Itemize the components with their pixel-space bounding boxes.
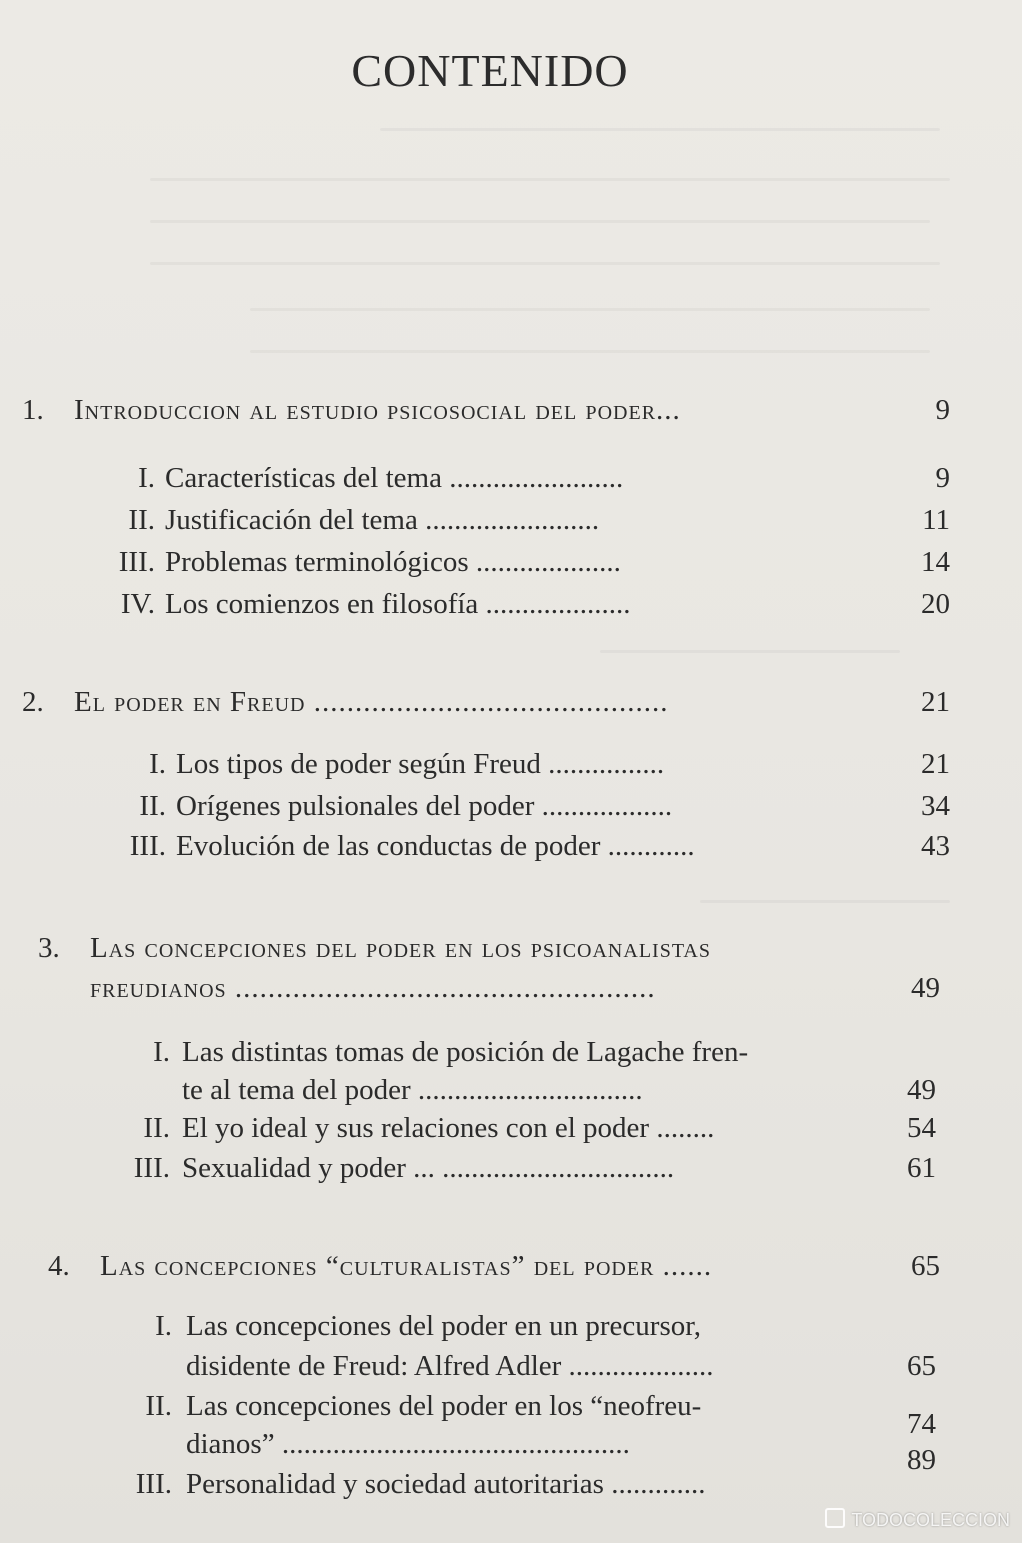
chapter-page: 21 bbox=[921, 686, 950, 718]
bleed-through bbox=[150, 178, 950, 181]
chapter-title: Las concepciones “culturalistas” del poder ...... bbox=[100, 1250, 713, 1282]
section-title-line-2: dianos” ................................................ bbox=[186, 1428, 630, 1460]
section-page: 11 bbox=[922, 504, 950, 536]
section-title: Evolución de las conductas de poder ............ bbox=[176, 830, 695, 862]
chapter-number: 4. bbox=[48, 1250, 70, 1282]
section-title: Problemas terminológicos .................... bbox=[165, 546, 621, 578]
section-title-line-2: disidente de Freud: Alfred Adler .................... bbox=[186, 1350, 714, 1382]
section-title: Los comienzos en filosofía .................... bbox=[165, 588, 631, 620]
todocoleccion-logo-icon bbox=[825, 1508, 845, 1528]
section-page: 74 bbox=[907, 1408, 936, 1440]
page-title: CONTENIDO bbox=[351, 45, 629, 96]
section-title: Los tipos de poder según Freud ................ bbox=[176, 748, 665, 780]
section-roman: I. bbox=[138, 462, 155, 494]
section-roman: III. bbox=[118, 546, 155, 578]
section-page: 54 bbox=[907, 1112, 936, 1144]
section-title-line-1: Las concepciones del poder en los “neofreu- bbox=[186, 1390, 702, 1422]
section-roman: III. bbox=[129, 830, 166, 862]
section-roman: III. bbox=[135, 1468, 172, 1500]
section-page: 61 bbox=[907, 1152, 936, 1184]
chapter-page: 49 bbox=[911, 972, 940, 1004]
bleed-through bbox=[700, 900, 950, 903]
watermark-text: TODOCOLECCION bbox=[851, 1510, 1010, 1530]
section-roman: I. bbox=[149, 748, 166, 780]
section-roman: II. bbox=[143, 1112, 170, 1144]
chapter-page: 9 bbox=[935, 394, 950, 426]
bleed-through bbox=[150, 262, 940, 265]
section-page: 9 bbox=[935, 462, 950, 494]
section-page: 89 bbox=[907, 1444, 936, 1476]
chapter-title: El poder en Freud ........................................... bbox=[74, 686, 669, 718]
section-page: 49 bbox=[907, 1074, 936, 1106]
section-roman: II. bbox=[145, 1390, 172, 1422]
section-roman: III. bbox=[133, 1152, 170, 1184]
section-title: El yo ideal y sus relaciones con el poder ........ bbox=[182, 1112, 715, 1144]
bleed-through bbox=[250, 308, 930, 311]
section-title: Orígenes pulsionales del poder .................. bbox=[176, 790, 673, 822]
section-title: Sexualidad y poder ... ................................ bbox=[182, 1152, 675, 1184]
section-page: 20 bbox=[921, 588, 950, 620]
section-page: 34 bbox=[921, 790, 950, 822]
chapter-number: 2. bbox=[22, 686, 44, 718]
bleed-through bbox=[380, 128, 940, 131]
bleed-through bbox=[600, 650, 900, 653]
chapter-number: 1. bbox=[22, 394, 44, 426]
section-roman: II. bbox=[139, 790, 166, 822]
chapter-title-line-1: Las concepciones del poder en los psicoanalistas bbox=[90, 932, 712, 964]
chapter-title: Introduccion al estudio psicosocial del poder... bbox=[74, 394, 681, 426]
section-title: Personalidad y sociedad autoritarias ............. bbox=[186, 1468, 706, 1500]
section-title-line-1: Las concepciones del poder en un precursor, bbox=[186, 1310, 701, 1342]
bleed-through bbox=[250, 350, 930, 353]
bleed-through bbox=[150, 220, 930, 223]
section-roman: I. bbox=[155, 1310, 172, 1342]
section-roman: IV. bbox=[120, 588, 155, 620]
section-roman: II. bbox=[128, 504, 155, 536]
chapter-title-line-2: freudianos ................................................... bbox=[90, 972, 656, 1004]
section-page: 14 bbox=[921, 546, 950, 578]
section-title-line-2: te al tema del poder ............................... bbox=[182, 1074, 643, 1106]
section-title: Justificación del tema ........................ bbox=[165, 504, 600, 536]
chapter-page: 65 bbox=[911, 1250, 940, 1282]
section-title-line-1: Las distintas tomas de posición de Lagache fren- bbox=[182, 1036, 749, 1068]
chapter-number: 3. bbox=[38, 932, 60, 964]
section-title: Características del tema ........................ bbox=[165, 462, 624, 494]
watermark bbox=[825, 1508, 1010, 1531]
section-page: 21 bbox=[921, 748, 950, 780]
section-page: 65 bbox=[907, 1350, 936, 1382]
section-roman: I. bbox=[153, 1036, 170, 1068]
section-page: 43 bbox=[921, 830, 950, 862]
